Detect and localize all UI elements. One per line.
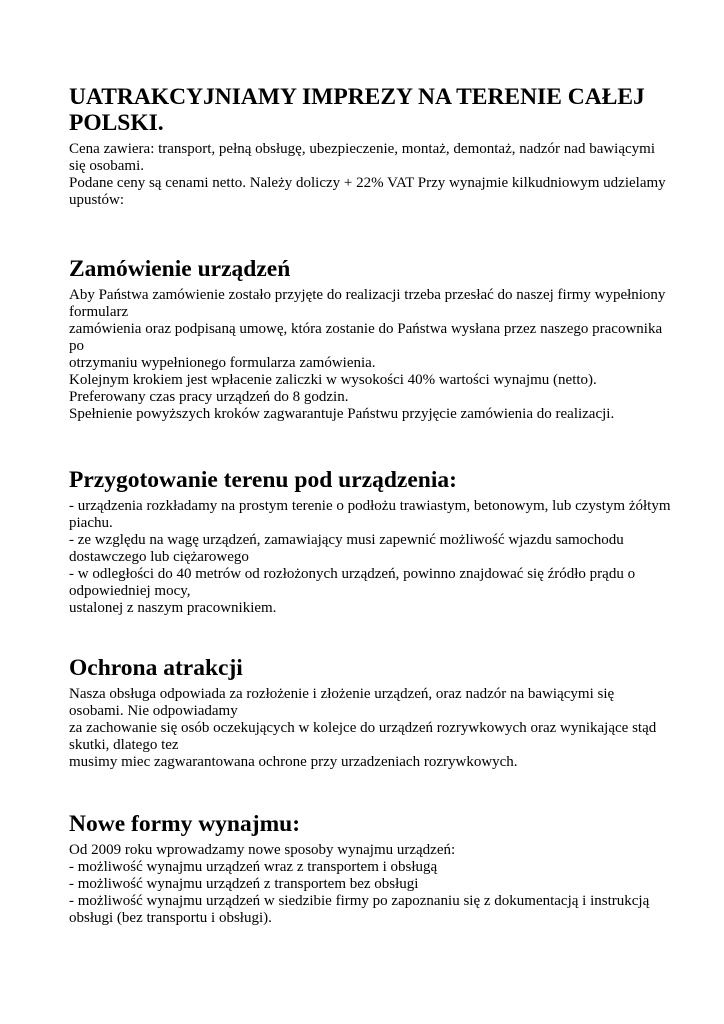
section-heading-ochrona: Ochrona atrakcji <box>69 655 243 681</box>
text-line: - możliwość wynajmu urządzeń z transportem bez obsługi <box>69 876 419 892</box>
intro-paragraph <box>69 141 666 209</box>
section-heading-nowe-formy: Nowe formy wynajmu: <box>69 811 301 837</box>
text-line: Spełnienie powyższych kroków zagwarantuje Państwu przyjęcie zamówienia do realizacji. <box>69 406 615 422</box>
section-body-przygotowanie <box>69 498 671 617</box>
text-line: osobami. Nie odpowiadamy <box>69 703 238 719</box>
text-line: Podane ceny są cenami netto. Należy doliczy + 22% VAT Przy wynajmie kilkudniowym udzielamy <box>69 175 666 191</box>
text-line: - urządzenia rozkładamy na prostym terenie o podłożu trawiastym, betonowym, lub czystym żółtym <box>69 498 671 514</box>
section-body-ochrona <box>69 686 656 771</box>
text-line: Od 2009 roku wprowadzamy nowe sposoby wynajmu urządzeń: <box>69 842 456 858</box>
text-line: zamówienia oraz podpisaną umowę, która zostanie do Państwa wysłana przez naszego pracownika <box>69 321 663 337</box>
text-line: odpowiedniej mocy, <box>69 583 191 599</box>
section-body-zamowienie <box>69 287 665 423</box>
text-line: - ze względu na wagę urządzeń, zamawiający musi zapewnić możliwość wjazdu samochodu <box>69 532 624 548</box>
section-heading-przygotowanie: Przygotowanie terenu pod urządzenia: <box>69 467 457 493</box>
text-line: - możliwość wynajmu urządzeń w siedzibie firmy po zapoznaniu się z dokumentacją i instrukcją <box>69 893 650 909</box>
text-line: musimy miec zagwarantowana ochrone przy urzadzeniach rozrywkowych. <box>69 754 518 770</box>
text-line: upustów: <box>69 192 125 208</box>
text-line: za zachowanie się osób oczekujących w kolejce do urządzeń rozrywkowych oraz wynikające stąd <box>69 720 657 736</box>
text-line: Nasza obsługa odpowiada za rozłożenie i złożenie urządzeń, oraz nadzór na bawiącymi się <box>69 686 615 702</box>
document-title <box>69 84 669 136</box>
text-line: się osobami. <box>69 158 144 174</box>
text-line: po <box>69 338 84 354</box>
text-line: ustalonej z naszym pracownikiem. <box>69 600 277 616</box>
section-body-nowe-formy <box>69 842 649 927</box>
text-line: piachu. <box>69 515 113 531</box>
text-line: obsługi (bez transportu i obsługi). <box>69 910 272 926</box>
text-line: skutki, dlatego tez <box>69 737 179 753</box>
text-line: Kolejnym krokiem jest wpłacenie zaliczki w wysokości 40% wartości wynajmu (netto). <box>69 372 597 388</box>
title-line: UATRAKCYJNIAMY IMPREZY NA TERENIE CAŁEJ <box>69 84 645 110</box>
text-line: Aby Państwa zamówienie zostało przyjęte do realizacji trzeba przesłać do naszej firmy wypełniony <box>69 287 666 303</box>
text-line: - możliwość wynajmu urządzeń wraz z transportem i obsługą <box>69 859 438 875</box>
section-heading-zamowienie: Zamówienie urządzeń <box>69 256 291 282</box>
text-line: otrzymaniu wypełnionego formularza zamówienia. <box>69 355 376 371</box>
title-line: POLSKI. <box>69 110 164 136</box>
text-line: dostawczego lub ciężarowego <box>69 549 249 565</box>
text-line: Cena zawiera: transport, pełną obsługę, ubezpieczenie, montaż, demontaż, nadzór nad bawiącymi <box>69 141 656 157</box>
text-line: formularz <box>69 304 129 320</box>
text-line: - w odległości do 40 metrów od rozłożonych urządzeń, powinno znajdować się źródło prądu o <box>69 566 636 582</box>
text-line: Preferowany czas pracy urządzeń do 8 godzin. <box>69 389 349 405</box>
